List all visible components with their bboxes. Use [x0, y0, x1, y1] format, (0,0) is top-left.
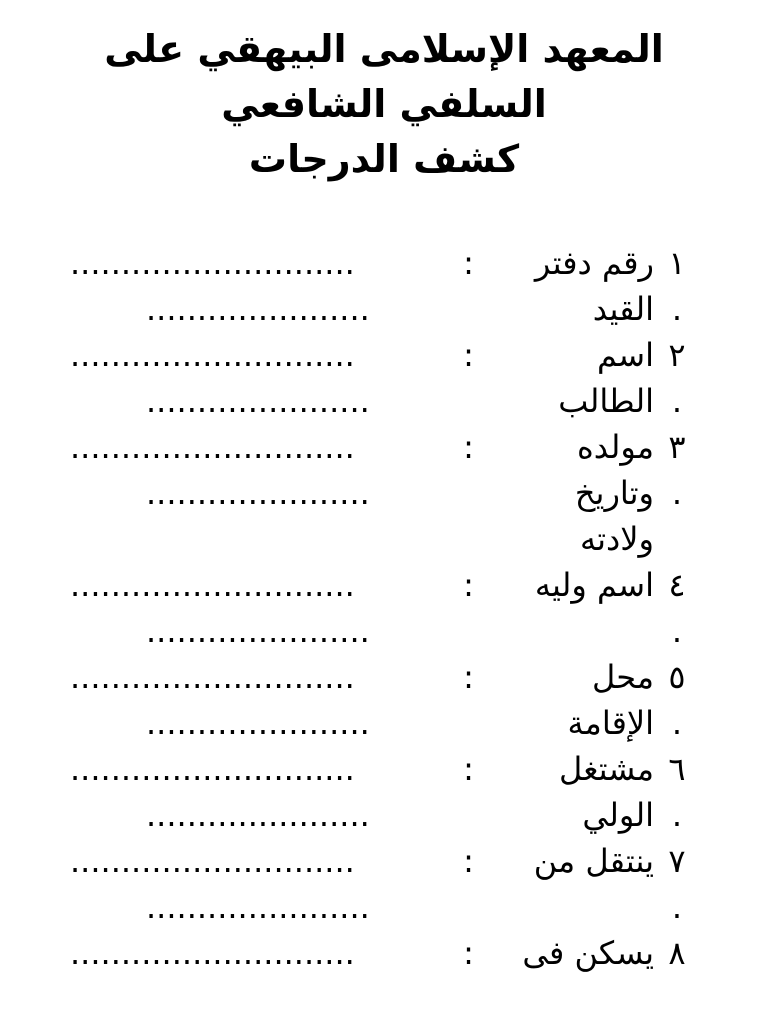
field-label: اسم الطالب	[558, 336, 654, 420]
form-row	[70, 562, 700, 654]
field-separator: :	[463, 658, 474, 696]
fill-line-2: ......................	[146, 888, 370, 926]
row-number	[654, 838, 700, 930]
grade-sheet-heading: كشف الدرجات	[248, 137, 520, 181]
institute-name-line-2: السلفي الشافعي	[221, 82, 547, 126]
row-number	[654, 240, 700, 332]
row-number-dot: .	[671, 796, 683, 834]
row-number-digit: ١	[668, 244, 686, 282]
row-number-digit: ٣	[668, 428, 686, 466]
row-number-digit: ٥	[668, 658, 686, 696]
row-number	[654, 424, 700, 562]
fill-in-blank	[70, 838, 441, 930]
form-row	[70, 424, 700, 562]
fill-in-blank	[70, 332, 441, 424]
row-number	[654, 562, 700, 654]
field-separator: :	[463, 842, 474, 880]
row-number	[654, 930, 700, 976]
row-number	[654, 746, 700, 838]
field-separator: :	[463, 566, 474, 604]
document-title	[0, 22, 768, 187]
fill-line-2: ......................	[146, 382, 370, 420]
fill-line-1: ............................	[70, 750, 355, 788]
field-separator: :	[463, 750, 474, 788]
row-number-dot: .	[671, 612, 683, 650]
field-label: يسكن فى	[522, 934, 654, 972]
fill-line-2: ......................	[146, 474, 370, 512]
fill-line-1: ............................	[70, 842, 355, 880]
row-number-digit: ٦	[668, 750, 686, 788]
row-number	[654, 332, 700, 424]
fill-line-1: ............................	[70, 566, 355, 604]
row-number-dot: .	[671, 474, 683, 512]
fill-line-2: ......................	[146, 290, 370, 328]
field-label: رقم دفتر القيد	[534, 244, 654, 328]
row-number-digit: ٨	[668, 934, 686, 972]
row-number-dot: .	[671, 290, 683, 328]
field-separator: :	[463, 934, 474, 972]
row-number-digit: ٧	[668, 842, 686, 880]
field-label: ينتقل من	[533, 842, 654, 880]
form-row	[70, 240, 700, 332]
form-row	[70, 838, 700, 930]
fill-in-blank	[70, 562, 441, 654]
form-row	[70, 332, 700, 424]
row-number-digit: ٤	[668, 566, 686, 604]
row-number	[654, 654, 700, 746]
student-info-form	[70, 240, 700, 976]
fill-in-blank	[70, 654, 441, 746]
field-label: اسم وليه	[534, 566, 654, 604]
field-separator: :	[463, 428, 474, 466]
fill-line-1: ............................	[70, 244, 355, 282]
field-label: مولده وتاريخ ولادته	[574, 428, 654, 558]
field-label: مشتغل الولي	[558, 750, 654, 834]
fill-in-blank	[70, 930, 441, 976]
fill-line-1: ............................	[70, 336, 355, 374]
fill-in-blank	[70, 746, 441, 838]
field-label: محل الإقامة	[567, 658, 654, 742]
fill-line-2: ......................	[146, 796, 370, 834]
row-number-dot: .	[671, 888, 683, 926]
fill-line-2: ......................	[146, 704, 370, 742]
field-separator: :	[463, 336, 474, 374]
row-number-digit: ٢	[668, 336, 686, 374]
fill-in-blank	[70, 424, 441, 562]
field-separator: :	[463, 244, 474, 282]
form-row	[70, 654, 700, 746]
fill-line-1: ............................	[70, 428, 355, 466]
form-row	[70, 930, 700, 976]
fill-line-1: ............................	[70, 934, 355, 972]
institute-name-line-1: المعهد الإسلامى البيهقي على	[104, 27, 664, 71]
fill-line-1: ............................	[70, 658, 355, 696]
fill-in-blank	[70, 240, 441, 332]
fill-line-2: ......................	[146, 612, 370, 650]
row-number-dot: .	[671, 382, 683, 420]
form-row	[70, 746, 700, 838]
row-number-dot: .	[671, 704, 683, 742]
